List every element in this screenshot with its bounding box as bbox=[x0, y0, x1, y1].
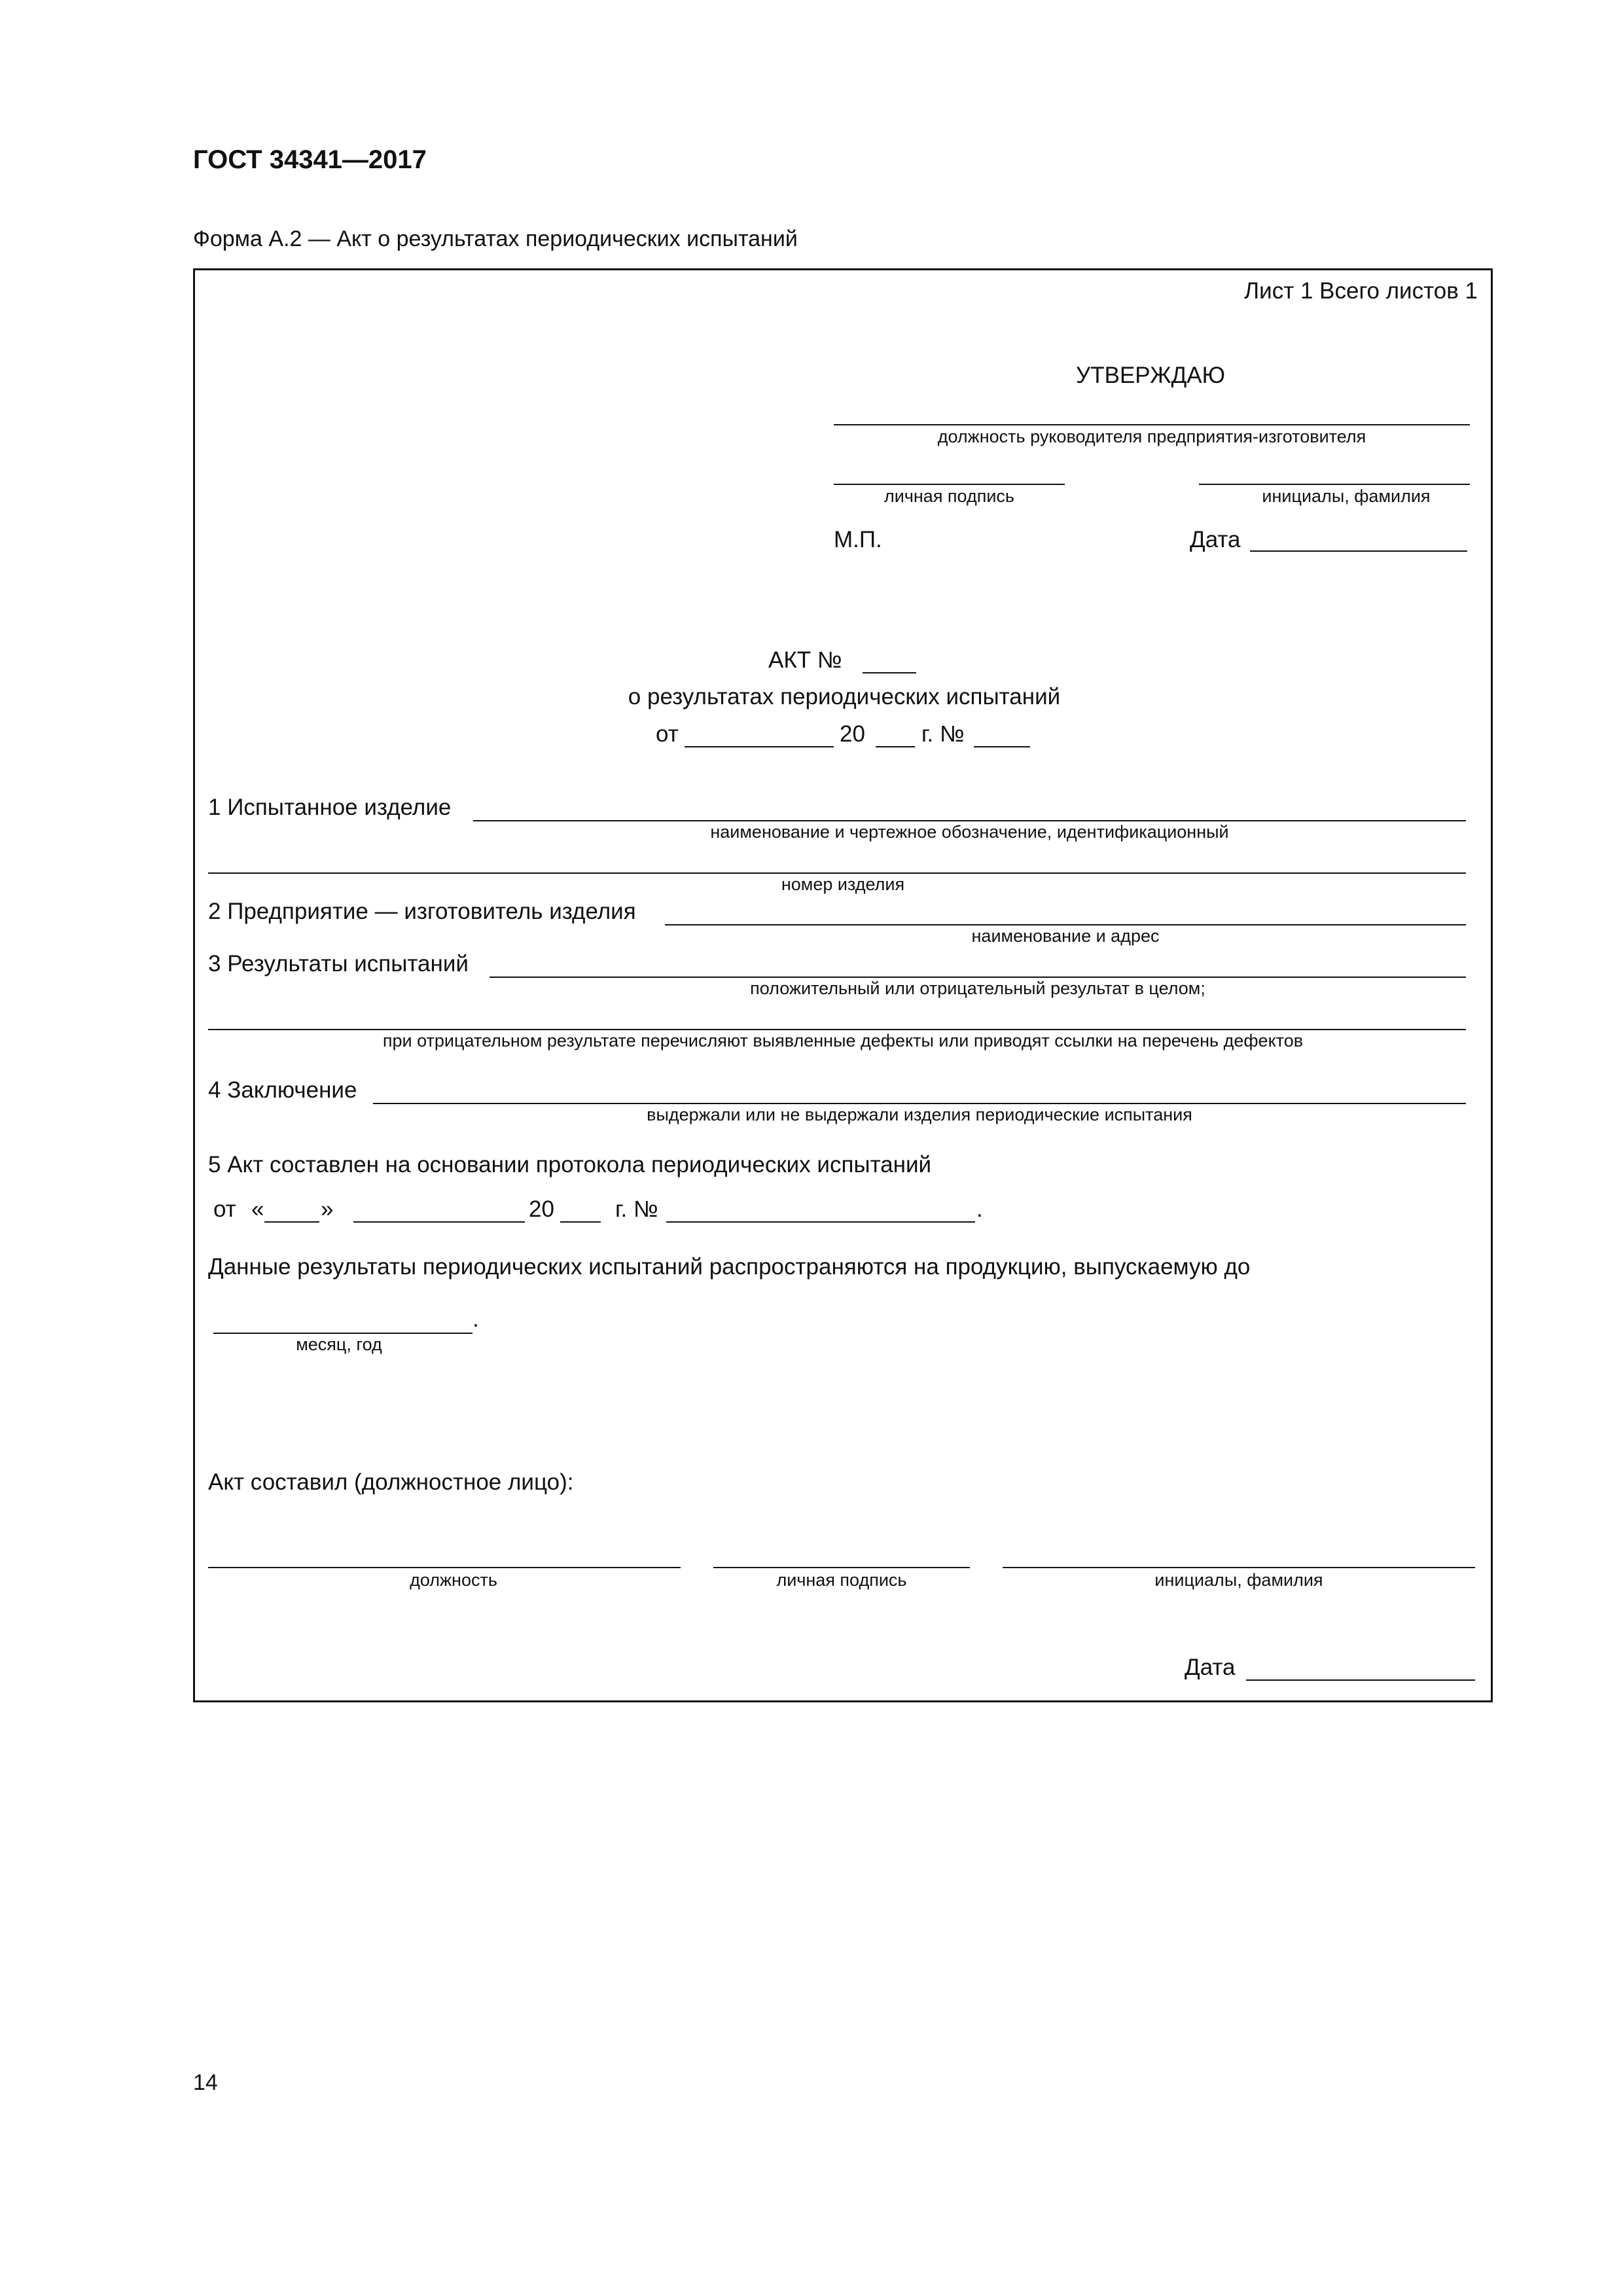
compiler-signature-line bbox=[713, 1567, 970, 1568]
item3-caption-a: положительный или отрицательный результат в целом; bbox=[750, 978, 1205, 998]
compiler-label: Акт составил (должностное лицо): bbox=[208, 1469, 574, 1495]
item2-caption: наименование и адрес bbox=[971, 926, 1160, 946]
act-date-line bbox=[685, 746, 834, 747]
item3-second-line bbox=[208, 1029, 1466, 1030]
item4-line bbox=[373, 1103, 1466, 1104]
validity-text: Данные результаты периодических испытаний распространяются на продукцию, выпускаемую до bbox=[208, 1254, 1251, 1280]
item5-from-label: от bbox=[213, 1196, 236, 1222]
item1-caption-b: номер изделия bbox=[781, 874, 905, 894]
compiler-position-line bbox=[208, 1567, 681, 1568]
act-number-line bbox=[863, 672, 916, 673]
sheet-info: Лист 1 Всего листов 1 bbox=[1244, 278, 1478, 304]
act-year-suffix: г. № bbox=[921, 721, 965, 747]
item4-label: 4 Заключение bbox=[208, 1077, 357, 1103]
approve-heading: УТВЕРЖДАЮ bbox=[1076, 363, 1225, 388]
approve-position-caption: должность руководителя предприятия-изготовителя bbox=[937, 427, 1366, 446]
item1-caption-a: наименование и чертежное обозначение, идентификационный bbox=[710, 822, 1229, 842]
item3-caption-b: при отрицательном результате перечисляют выявленные дефекты или приводят ссылки на перечень дефектов bbox=[382, 1031, 1304, 1050]
stamp-label: М.П. bbox=[834, 527, 882, 552]
validity-line bbox=[213, 1333, 473, 1334]
page-number: 14 bbox=[193, 2070, 218, 2095]
approve-signature-line bbox=[834, 484, 1065, 485]
compiler-name-caption: инициалы, фамилия bbox=[1154, 1570, 1323, 1590]
footer-date-line bbox=[1246, 1679, 1475, 1681]
item5-number-line bbox=[666, 1221, 975, 1223]
item5-period: . bbox=[976, 1196, 983, 1222]
act-title: АКТ № bbox=[768, 647, 842, 673]
approve-position-line bbox=[834, 424, 1470, 425]
item1-line bbox=[473, 820, 1466, 821]
approve-date-line bbox=[1250, 550, 1467, 552]
validity-caption: месяц, год bbox=[296, 1335, 382, 1354]
item5-suffix: г. № bbox=[615, 1196, 658, 1222]
approve-signature-caption: личная подпись bbox=[883, 486, 1015, 506]
item3-line bbox=[490, 977, 1466, 978]
validity-period: . bbox=[473, 1306, 479, 1332]
approve-name-line bbox=[1199, 484, 1470, 485]
item4-caption: выдержали или не выдержали изделия периодические испытания bbox=[647, 1105, 1192, 1124]
approve-date-label: Дата bbox=[1190, 527, 1241, 552]
item5-year-prefix: 20 bbox=[529, 1196, 554, 1222]
item5-day-line bbox=[264, 1221, 319, 1223]
standard-header: ГОСТ 34341—2017 bbox=[193, 145, 427, 174]
compiler-position-caption: должность bbox=[410, 1570, 497, 1590]
act-year-prefix: 20 bbox=[840, 721, 865, 747]
act-year-line bbox=[876, 746, 915, 747]
item5-quote-open: « bbox=[251, 1196, 264, 1222]
compiler-name-line bbox=[1003, 1567, 1475, 1568]
act-subtitle: о результатах периодических испытаний bbox=[628, 684, 1061, 709]
item1-label: 1 Испытанное изделие bbox=[208, 795, 452, 820]
item5-year-line bbox=[560, 1221, 601, 1223]
compiler-signature-caption: личная подпись bbox=[776, 1570, 907, 1590]
item3-label: 3 Результаты испытаний bbox=[208, 951, 469, 977]
item2-line bbox=[665, 924, 1466, 925]
item1-second-line bbox=[208, 872, 1466, 874]
item5-text: 5 Акт составлен на основании протокола периодических испытаний bbox=[208, 1152, 932, 1177]
item5-month-line bbox=[353, 1221, 525, 1223]
form-caption: Форма А.2 — Акт о результатах периодических испытаний bbox=[193, 226, 798, 251]
approve-name-caption: инициалы, фамилия bbox=[1262, 486, 1431, 506]
act-from-label: от bbox=[656, 721, 679, 747]
act-protocol-number-line bbox=[974, 746, 1030, 747]
item5-quote-close: » bbox=[321, 1196, 334, 1222]
item2-label: 2 Предприятие — изготовитель изделия bbox=[208, 899, 636, 924]
footer-date-label: Дата bbox=[1185, 1655, 1236, 1680]
